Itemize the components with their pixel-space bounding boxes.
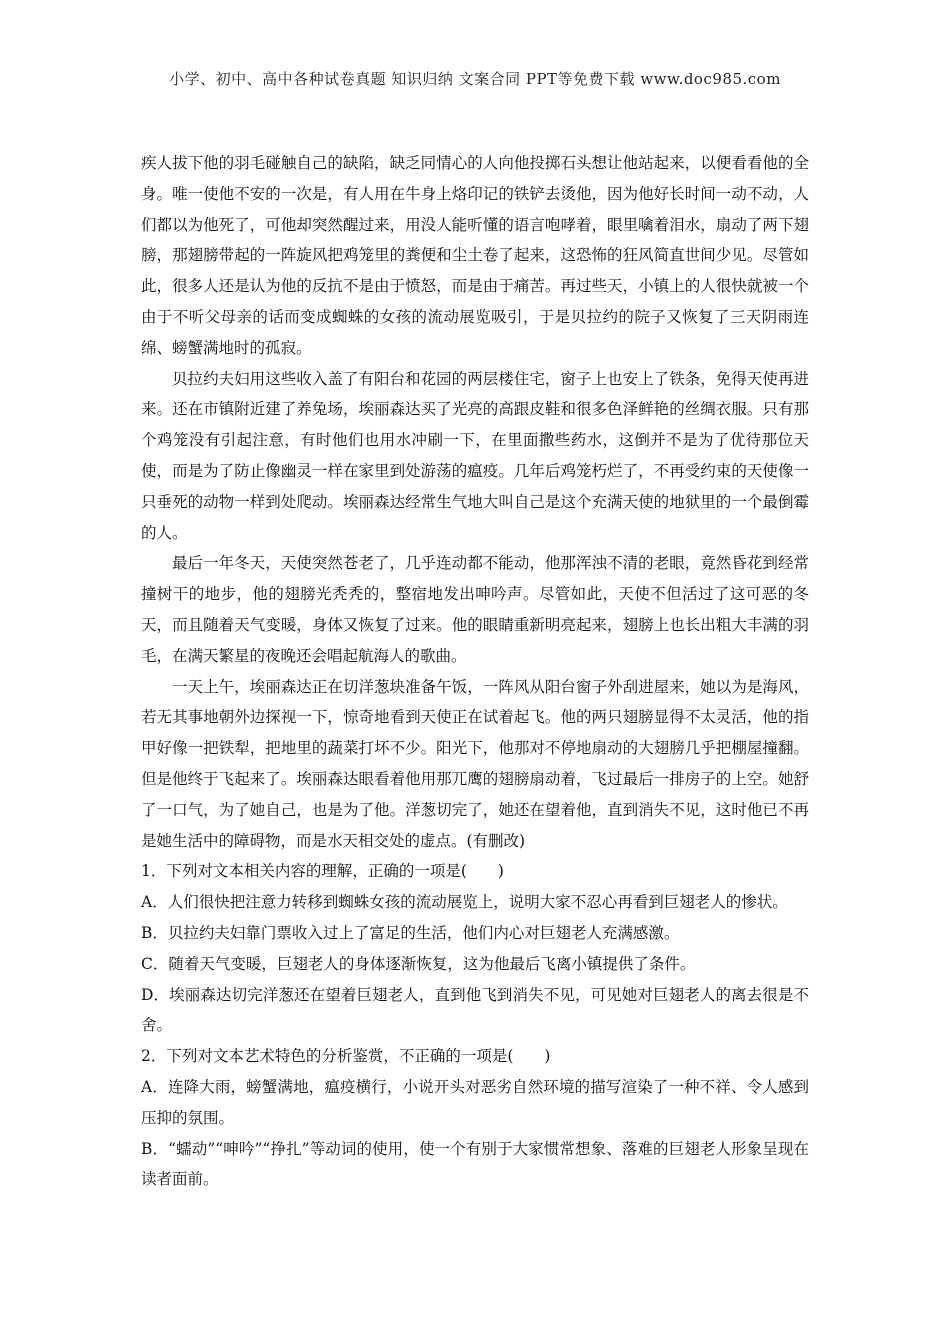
question-1-option-a: A．人们很快把注意力转移到蜘蛛女孩的流动展览上，说明大家不忍心再看到巨翅老人的惨状。	[141, 893, 788, 912]
question-1-option-b: B．贝拉约夫妇靠门票收入过上了富足的生活，他们内心对巨翅老人充满感激。	[141, 923, 680, 942]
question-2-stem: 2．下列对文本艺术特色的分析鉴赏，不正确的一项是( )	[141, 1047, 551, 1066]
question-1-stem: 1．下列对文本相关内容的理解，正确的一项是( )	[141, 862, 504, 881]
passage-paragraph-2: 贝拉约夫妇用这些收入盖了有阳台和花园的两层楼住宅，窗子上也安上了铁条，免得天使再进来。还在市镇附近建了养兔场，埃丽森达买了光亮的高跟皮鞋和很多色泽鲜艳的丝绸衣服。只有那个鸡笼没有引起注意，有时他们也用水冲刷一下，在里面撒些药水，这倒并不是为了优待那位天使，而是为了防止像幽灵一样在家里到处游荡的瘟疫。几年后鸡笼朽烂了，不再受约束的天使像一只垂死的动物一样到处爬动。埃丽森达经常生气地大叫自己是这个充满天使的地狱里的一个最倒霉的人。	[141, 369, 809, 542]
question-2-option-b: B．“蠕动”“呻吟”“挣扎”等动词的使用，使一个有别于大家惯常想象、落难的巨翅老人形象呈现在读者面前。	[141, 1139, 809, 1189]
question-1-option-d: D．埃丽森达切完洋葱还在望着巨翅老人，直到他飞到消失不见，可见她对巨翅老人的离去很是不舍。	[141, 985, 809, 1035]
page-header: 小学、初中、高中各种试卷真题 知识归纳 文案合同 PPT等免费下载 www.doc985.com	[169, 70, 781, 88]
passage-paragraph-4: 一天上午，埃丽森达正在切洋葱块准备午饭，一阵风从阳台窗子外刮进屋来，她以为是海风，若无其事地朝外边探视一下，惊奇地看到天使正在试着起飞。他的两只翅膀显得不太灵活，他的指甲好像一把铁犁，把地里的蔬菜打坏不少。阳光下，他那对不停地扇动的大翅膀几乎把棚屋撞翻。但是他终于飞起来了。埃丽森达眼看着他用那兀鹰的翅膀扇动着，飞过最后一排房子的上空。她舒了一口气，为了她自己，也是为了他。洋葱切完了，她还在望着他，直到消失不见，这时他已不再是她生活中的障碍物，而是水天相交处的虚点。(有删改)	[141, 677, 809, 850]
passage-paragraph-3: 最后一年冬天，天使突然苍老了，几乎连动都不能动，他那浑浊不清的老眼，竟然昏花到经常撞树干的地步，他的翅膀光秃秃的，整宿地发出呻吟声。尽管如此，天使不但活过了这可恶的冬天，而且随着天气变暖，身体又恢复了过来。他的眼睛重新明亮起来，翅膀上也长出粗大丰满的羽毛，在满天繁星的夜晚还会唱起航海人的歌曲。	[141, 554, 809, 665]
passage-paragraph-1: 疾人拔下他的羽毛碰触自己的缺陷，缺乏同情心的人向他投掷石头想让他站起来，以便看看他的全身。唯一使他不安的一次是，有人用在牛身上烙印记的铁铲去烫他，因为他好长时间一动不动，人们都以为他死了，可他却突然醒过来，用没人能听懂的语言咆哮着，眼里噙着泪水，扇动了两下翅膀，那翅膀带起的一阵旋风把鸡笼里的粪便和尘土卷了起来，这恐怖的狂风简直世间少见。尽管如此，很多人还是认为他的反抗不是由于愤怒，而是由于痛苦。再过些天，小镇上的人很快就被一个由于不听父母亲的话而变成蜘蛛的女孩的流动展览吸引，于是贝拉约的院子又恢复了三天阴雨连绵、螃蟹满地时的孤寂。	[141, 154, 809, 357]
question-2-option-a: A．连降大雨，螃蟹满地，瘟疫横行，小说开头对恶劣自然环境的描写渲染了一种不祥、令人感到压抑的氛围。	[141, 1077, 809, 1127]
question-1-option-c: C．随着天气变暖，巨翅老人的身体逐渐恢复，这为他最后飞离小镇提供了条件。	[141, 954, 696, 973]
document-body	[141, 148, 809, 1195]
